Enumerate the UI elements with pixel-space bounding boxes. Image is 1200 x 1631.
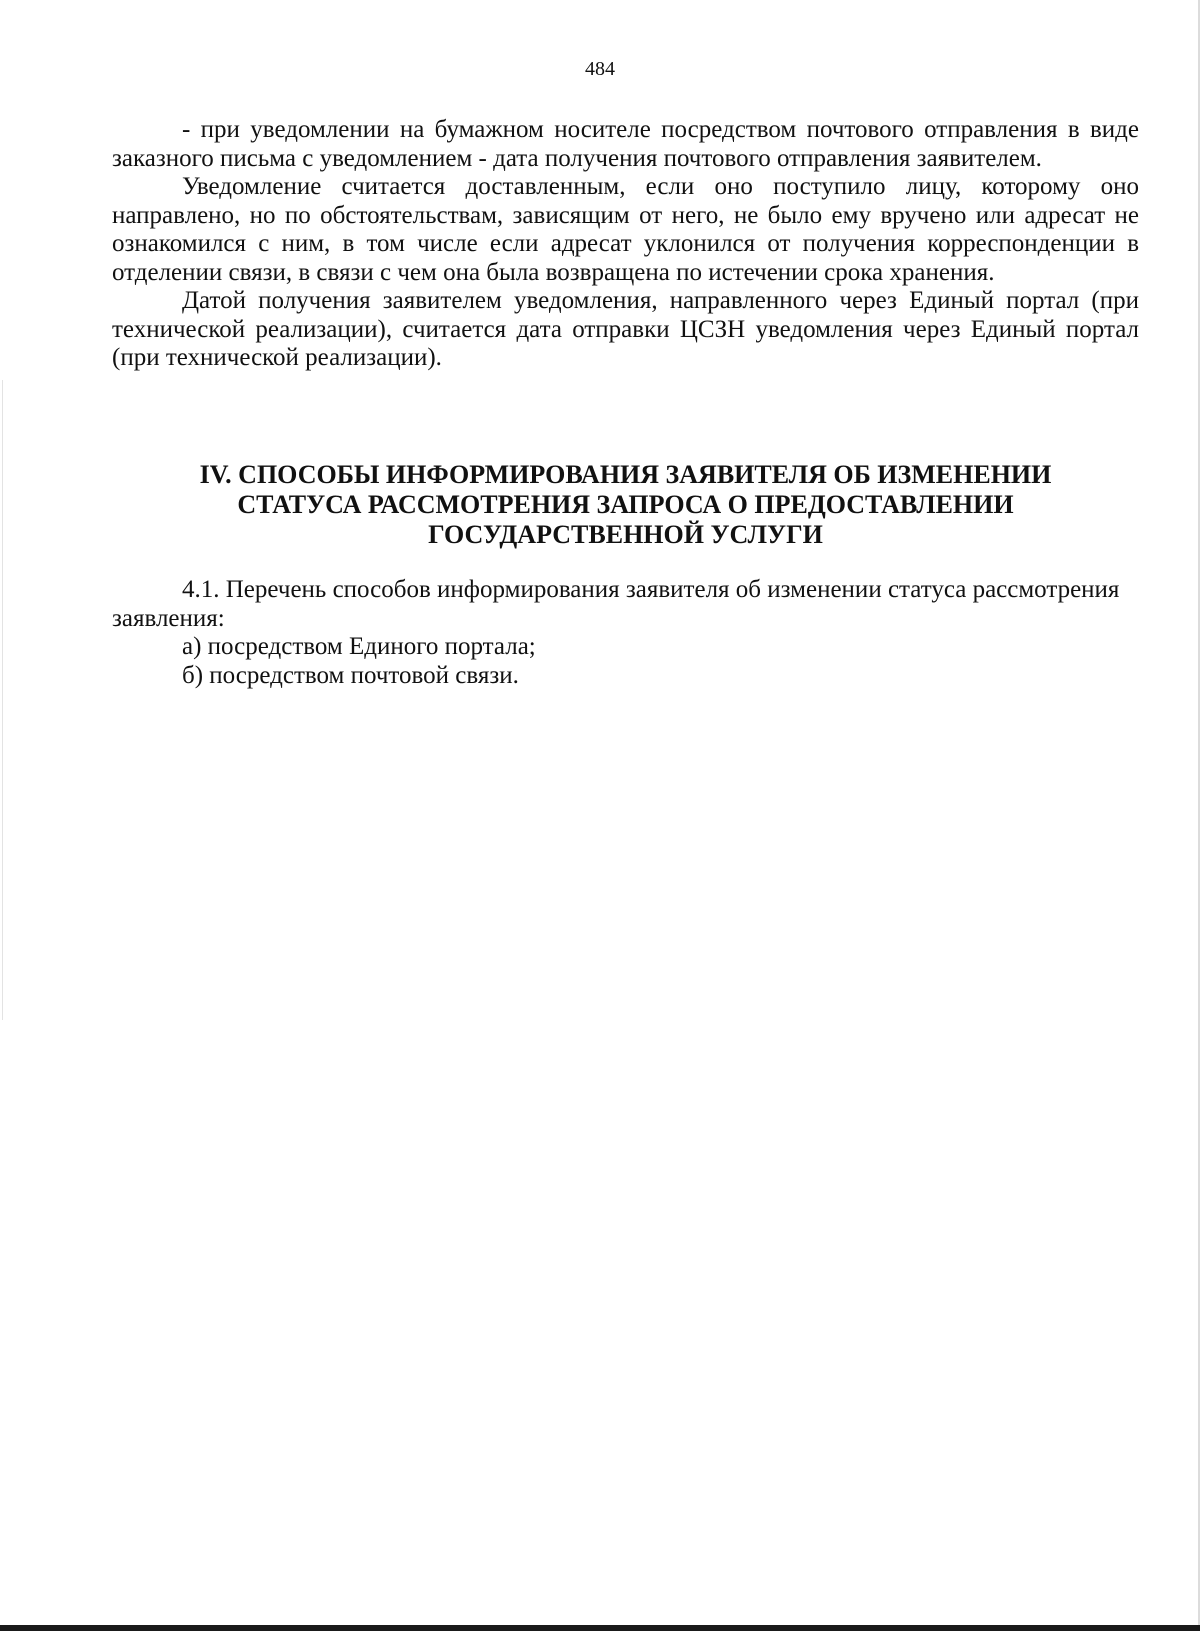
- paragraph-paper-notification: - при уведомлении на бумажном носителе посредством почтового отправления в виде заказного письма с уведомлением - дата получения почтового отправления заявителем.: [112, 116, 1139, 172]
- scan-edge-bottom: [0, 1625, 1200, 1631]
- section-heading-line-3: ГОСУДАРСТВЕННОЙ УСЛУГИ: [428, 520, 823, 549]
- section-heading-line-2: СТАТУСА РАССМОТРЕНИЯ ЗАПРОСА О ПРЕДОСТАВЛЕНИИ: [237, 490, 1014, 519]
- list-item-postal: б) посредством почтовой связи.: [182, 661, 519, 689]
- paragraph-notification-delivered: Уведомление считается доставленным, если оно поступило лицу, которому оно направлено, но по обстоятельствам, зависящим от него, не было ему вручено или адресат не ознакомился с ним, в том числе если адресат уклонился от получения корреспонденции в отделении связи, в связи с чем она была возвращена по истечении срока хранения.: [112, 173, 1139, 286]
- section-heading-line-1: IV. СПОСОБЫ ИНФОРМИРОВАНИЯ ЗАЯВИТЕЛЯ ОБ ИЗМЕНЕНИИ: [199, 460, 1052, 489]
- scan-edge-left: [2, 380, 3, 1020]
- list-item-portal: а) посредством Единого портала;: [182, 633, 536, 660]
- section-intro: 4.1. Перечень способов информирования заявителя об изменении статуса рассмотрения заявления:: [112, 576, 1120, 632]
- paragraph-portal-notification-date: Датой получения заявителем уведомления, направленного через Единый портал (при технической реализации), считается дата отправки ЦСЗН уведомления через Единый портал (при технической реализации).: [112, 287, 1139, 371]
- section-heading: [112, 460, 1139, 550]
- body-text-section-iv: [112, 576, 1139, 690]
- body-text-top: [112, 116, 1139, 373]
- page-number: 484: [585, 58, 615, 80]
